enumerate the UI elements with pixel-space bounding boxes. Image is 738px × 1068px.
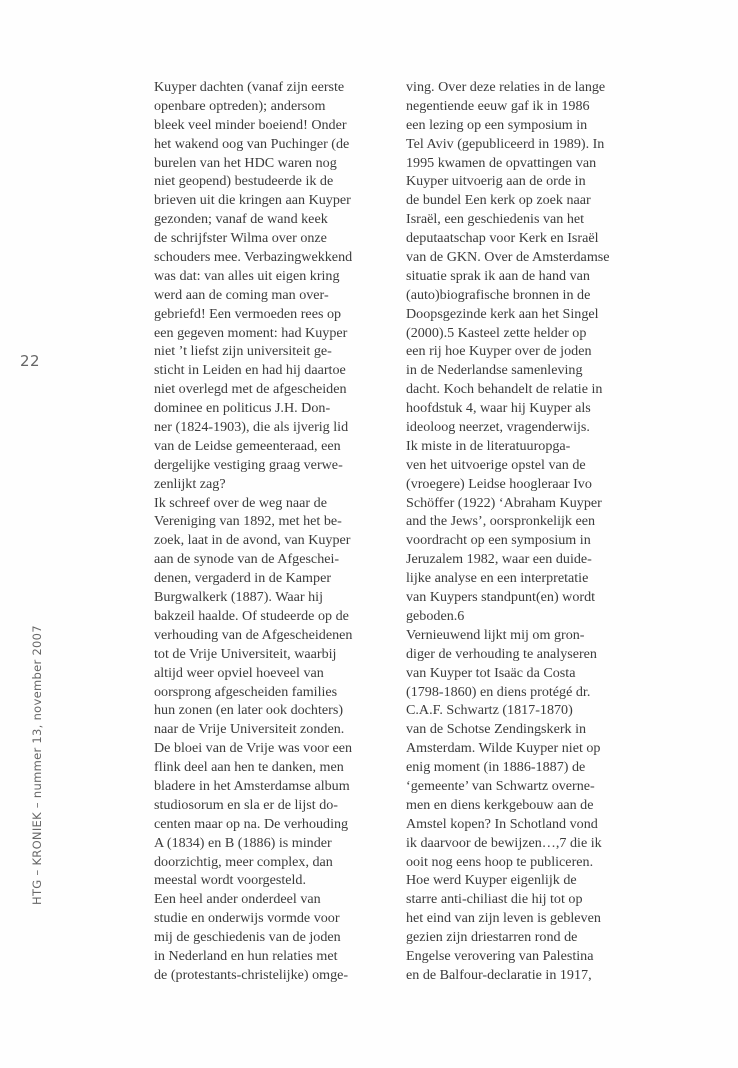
text-line: van Kuyper tot Isaäc da Costa <box>406 664 576 681</box>
text-line: Amsterdam. Wilde Kuyper niet op <box>406 740 601 757</box>
text-line: bleek veel minder boeiend! Onder <box>154 116 347 133</box>
text-line: niet overlegd met de afgescheiden <box>154 381 347 398</box>
text-line: oorsprong afgescheiden families <box>154 683 338 700</box>
text-line: Kuyper dachten (vanaf zijn eerste <box>154 79 345 95</box>
text-line: aan de synode van de Afgeschei- <box>154 551 340 568</box>
text-line: een rij hoe Kuyper over de joden <box>406 343 592 360</box>
text-line: mij de geschiedenis van de joden <box>154 929 341 946</box>
text-line: doorzichtig, meer complex, dan <box>154 853 333 870</box>
text-line: was dat: van alles uit eigen kring <box>154 267 340 284</box>
text-line: (2000).5 Kasteel zette helder op <box>406 324 587 341</box>
text-line: lijke analyse en een interpretatie <box>406 570 589 587</box>
text-line: Engelse verovering van Palestina <box>406 947 594 964</box>
text-line: and the Jews’, oorspronkelijk een <box>406 513 596 530</box>
text-line: zoek, laat in de avond, van Kuyper <box>154 532 351 549</box>
text-line: Schöffer (1922) ‘Abraham Kuyper <box>406 494 602 511</box>
text-line: dacht. Koch behandelt de relatie in <box>406 381 603 398</box>
text-line: negentiende eeuw gaf ik in 1986 <box>406 97 590 114</box>
text-line: dominee en politicus J.H. Don- <box>154 400 331 417</box>
text-line: C.A.F. Schwartz (1817-1870) <box>406 702 573 719</box>
text-line: hun zonen (en later ook dochters) <box>154 702 344 719</box>
text-line: enig moment (in 1886-1887) de <box>406 759 586 776</box>
text-line: (vroegere) Leidse hoogleraar Ivo <box>406 475 592 492</box>
text-line: in Nederland en hun relaties met <box>154 947 338 964</box>
text-line: ideoloog neerzet, vragenderwijs. <box>406 419 590 436</box>
text-line: niet geopend) bestudeerde ik de <box>154 173 334 190</box>
text-line: van Kuypers standpunt(en) wordt <box>406 589 596 606</box>
text-line: de (protestants-christelijke) omge- <box>154 966 349 983</box>
text-line: Ik schreef over de weg naar de <box>154 494 327 511</box>
text-line: centen maar op na. De verhouding <box>154 815 349 832</box>
text-line: hoofdstuk 4, waar hij Kuyper als <box>406 400 591 417</box>
text-line: Ik miste in de literatuuropga- <box>406 437 571 454</box>
text-line: Een heel ander onderdeel van <box>154 891 321 908</box>
text-line: Doopsgezinde kerk aan het Singel <box>406 305 599 322</box>
text-line: het eind van zijn leven is gebleven <box>406 910 601 927</box>
text-line: de bundel Een kerk op zoek naar <box>406 192 591 209</box>
text-line: A (1834) en B (1886) is minder <box>154 834 332 851</box>
text-line: starre anti-chiliast die hij tot op <box>406 891 583 908</box>
text-line: van de Leidse gemeenteraad, een <box>154 437 341 454</box>
text-line: De bloei van de Vrije was voor een <box>154 740 353 757</box>
text-line: studie en onderwijs vormde voor <box>154 910 340 927</box>
text-line: de schrijfster Wilma over onze <box>154 230 327 247</box>
text-line: dergelijke vestiging graag verwe- <box>154 456 343 473</box>
text-line: burelen van het HDC waren nog <box>154 154 337 171</box>
text-line: Amstel kopen? In Schotland vond <box>406 815 598 832</box>
text-line: ooit nog eens hoop te publiceren. <box>406 853 594 870</box>
text-line: naar de Vrije Universiteit zonden. <box>154 721 345 738</box>
text-line: deputaatschap voor Kerk en Israël <box>406 230 599 247</box>
text-line: niet ’t liefst zijn universiteit ge- <box>154 343 332 360</box>
text-line: ven het uitvoerige opstel van de <box>406 456 586 473</box>
text-line: 1995 kwamen de opvattingen van <box>406 154 597 171</box>
right-column <box>406 78 638 985</box>
text-line: verhouding van de Afgescheidenen <box>154 626 353 643</box>
text-line: openbare optreden); andersom <box>154 97 326 114</box>
text-line: flink deel aan hen te danken, men <box>154 759 344 776</box>
text-line: gezonden; vanaf de wand keek <box>154 211 328 228</box>
running-head: HTG – KRONIEK – nummer 13, november 2007 <box>30 625 44 905</box>
text-line: men en diens kerkgebouw aan de <box>406 796 594 813</box>
text-line: gezien zijn driestarren rond de <box>406 929 578 946</box>
text-line: voordracht op een symposium in <box>406 532 591 549</box>
text-line: en de Balfour-declaratie in 1917, <box>406 966 592 983</box>
text-line: ner (1824-1903), die als ijverig lid <box>154 419 349 436</box>
text-line: Vereniging van 1892, met het be- <box>154 513 342 530</box>
text-line: (1798-1860) en diens protégé dr. <box>406 683 591 700</box>
text-line: ‘gemeente’ van Schwartz overne- <box>406 777 595 794</box>
page-number: 22 <box>20 352 41 370</box>
text-line: denen, vergaderd in de Kamper <box>154 570 332 587</box>
text-line: bladere in het Amsterdamse album <box>154 777 350 794</box>
text-line: Israël, een geschiedenis van het <box>406 211 585 228</box>
text-line: bakzeil haalde. Of studeerde op de <box>154 607 349 624</box>
text-line: in de Nederlandse samenleving <box>406 362 583 379</box>
text-line: sticht in Leiden en had hij daartoe <box>154 362 346 379</box>
text-line: altijd weer opviel hoeveel van <box>154 664 324 681</box>
text-line: een gegeven moment: had Kuyper <box>154 324 348 341</box>
text-line: werd aan de coming man over- <box>154 286 329 303</box>
text-line: ving. Over deze relaties in de lange <box>406 79 606 95</box>
text-line: schouders mee. Verbazingwekkend <box>154 249 353 266</box>
text-line: (auto)biografische bronnen in de <box>406 286 591 303</box>
text-line: brieven uit die kringen aan Kuyper <box>154 192 351 209</box>
text-line: Vernieuwend lijkt mij om gron- <box>406 626 585 643</box>
text-line: zenlijkt zag? <box>154 475 226 492</box>
text-line: situatie sprak ik aan de hand van <box>406 267 590 284</box>
text-line: een lezing op een symposium in <box>406 116 588 133</box>
text-line: Kuyper uitvoerig aan de orde in <box>406 173 586 190</box>
text-line: geboden.6 <box>406 607 465 624</box>
text-line: Jeruzalem 1982, waar een duide- <box>406 551 592 568</box>
text-line: Tel Aviv (gepubliceerd in 1989). In <box>406 135 605 152</box>
text-line: tot de Vrije Universiteit, waarbij <box>154 645 337 662</box>
text-line: van de Schotse Zendingskerk in <box>406 721 587 738</box>
text-line: diger de verhouding te analyseren <box>406 645 597 662</box>
text-line: het wakend oog van Puchinger (de <box>154 135 350 152</box>
text-line: ik daarvoor de bewijzen…,7 die ik <box>406 834 602 851</box>
left-column <box>154 78 384 985</box>
text-line: Burgwalkerk (1887). Waar hij <box>154 589 323 606</box>
text-line: meestal wordt voorgesteld. <box>154 872 306 889</box>
text-line: studiosorum en sla er de lijst do- <box>154 796 338 813</box>
text-line: gebriefd! Een vermoeden rees op <box>154 305 342 322</box>
text-line: van de GKN. Over de Amsterdamse <box>406 249 610 266</box>
text-line: Hoe werd Kuyper eigenlijk de <box>406 872 577 889</box>
